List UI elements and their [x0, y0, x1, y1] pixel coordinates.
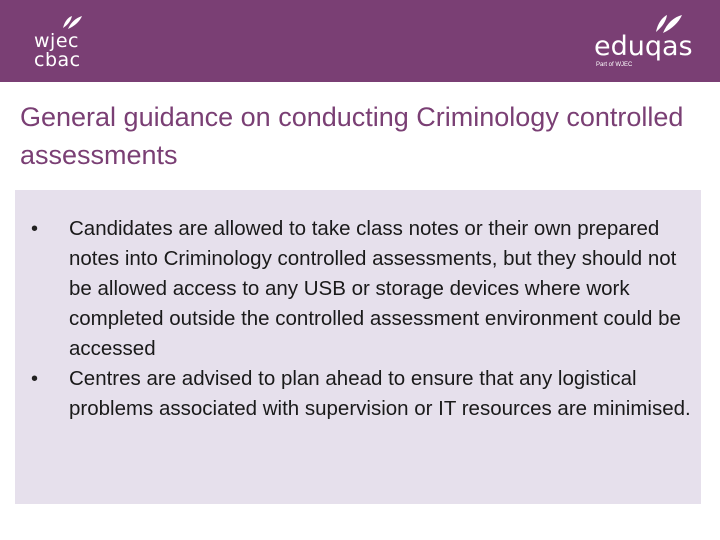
logo-word-cbac: cbac [34, 49, 81, 71]
logo-word-wjec: wjec [34, 30, 79, 52]
bullet-text: Centres are advised to plan ahead to ensure that any logistical problems associated with supervision or IT resources are minimised. [69, 367, 691, 420]
bullet-text: Candidates are allowed to take class notes or their own prepared notes into Criminology controlled assessments, but they should not be allowed access to any USB or storage devices where work completed outside the controlled assessment environment could be accessed [69, 217, 681, 360]
eduqas-wordmark: eduqas [594, 31, 693, 62]
bullet-icon: • [31, 218, 39, 240]
eduqas-logo [594, 12, 694, 72]
leaf-icon [62, 14, 84, 30]
slide-title: General guidance on conducting Criminology controlled assessments [20, 102, 684, 170]
header-bar [0, 0, 720, 82]
wjec-cbac-logo [34, 14, 94, 70]
bullet-icon: • [31, 368, 39, 390]
list-item [15, 364, 701, 424]
bullet-list [15, 214, 701, 424]
list-item [15, 214, 701, 364]
eduqas-tagline: Part of WJEC [596, 62, 633, 68]
content-panel [15, 190, 701, 504]
